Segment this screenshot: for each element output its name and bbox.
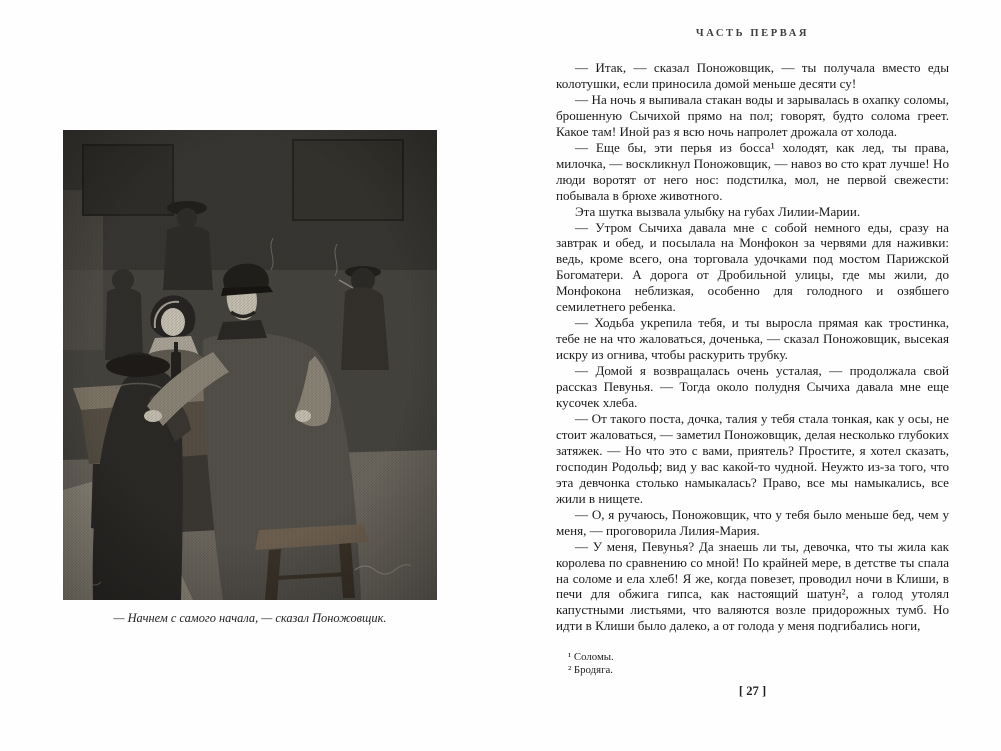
page-number: [ 27 ]: [738, 684, 767, 698]
paragraph: — Еще бы, эти перья из босса¹ холодят, как лед, ты права, милочка, — воскликнул Поножовщик, — навоз во сто крат лучше! Но люди воротят от него нос: подстилка, мол, не первой свежести: побывала в брюхе животного.: [556, 139, 949, 203]
tavern-scene-engraving-svg: [63, 130, 437, 600]
running-head: ЧАСТЬ ПЕРВАЯ: [695, 28, 810, 39]
paragraph: — Домой я возвращалась очень усталая, — продолжала свой рассказ Певунья. — Тогда около полудня Сычиха давала мне еще кусочек хлеба.: [556, 363, 949, 411]
paragraph: — На ночь я выпивала стакан воды и зарывалась в охапку соломы, брошенную Сычихой прямо на пол; говорят, будто солома греет. Какое там! Иной раз я всю ночь напролет дрожала от холода.: [556, 91, 949, 139]
paragraph: — Итак, — сказал Поножовщик, — ты получала вместо еды колотушки, если приносила домой меньше десяти су!: [556, 60, 949, 91]
footnote: ² Бродяга.: [568, 663, 614, 676]
paragraph: — О, я ручаюсь, Поножовщик, что у тебя было меньше бед, чем у меня, — проговорила Лилия-Мария.: [556, 506, 949, 538]
paragraph: — Утром Сычиха давала мне с собой немного еды, сразу на завтрак и обед, и посылала на Монфокон за червями для наживки: ведь, кроме всего, она торговала удочками под мостом Парижской Богоматери. А дорога от Дробильной улицы, где мы жили, до Монфокона неблизкая, особенно для голодного и озябшего семилетнего ребенка.: [556, 219, 949, 315]
paragraph: — У меня, Певунья? Да знаешь ли ты, девочка, что ты жила как королева по сравнению со мной! По крайней мере, в детстве ты спала на соломе и ела хлеб! Я же, когда повезет, проводил ночи в Клиши, в печи для обжига гипса, как настоящий шатун², а голод утолял капустными листьями, что валяются возле придорожных тумб. Но идти в Клиши было далеко, а от голода у меня подгибались ноги,: [556, 538, 949, 634]
body-text: [556, 60, 949, 634]
tavern-scene-engraving: [63, 130, 437, 600]
paragraph: Эта шутка вызвала улыбку на губах Лилии-Марии.: [575, 203, 861, 219]
right-page: [520, 0, 980, 751]
left-page: [0, 0, 500, 751]
paragraph: — От такого поста, дочка, талия у тебя стала тонкая, как у осы, не стоит жаловаться, — заметил Поножовщик, делая несколько глубоких затяжек. — Но что это с вами, приятель? Простите, я хотел сказать, господин Родольф; вид у вас какой-то чудной. Неужто из-за того, что эта девчонка столько намыкалась? Право, все мы намыкались, все жили в нищете.: [556, 410, 949, 506]
illustration-caption: — Начнем с самого начала, — сказал Поножовщик.: [113, 611, 387, 625]
paragraph: — Ходьба укрепила тебя, и ты выросла прямая как тростинка, тебе не на что жаловаться, доченька, — сказал Поножовщик, высекая искру из огнива, чтобы раскурить трубку.: [556, 315, 949, 363]
footnotes: [556, 651, 949, 676]
footnote: ¹ Соломы.: [568, 651, 614, 663]
